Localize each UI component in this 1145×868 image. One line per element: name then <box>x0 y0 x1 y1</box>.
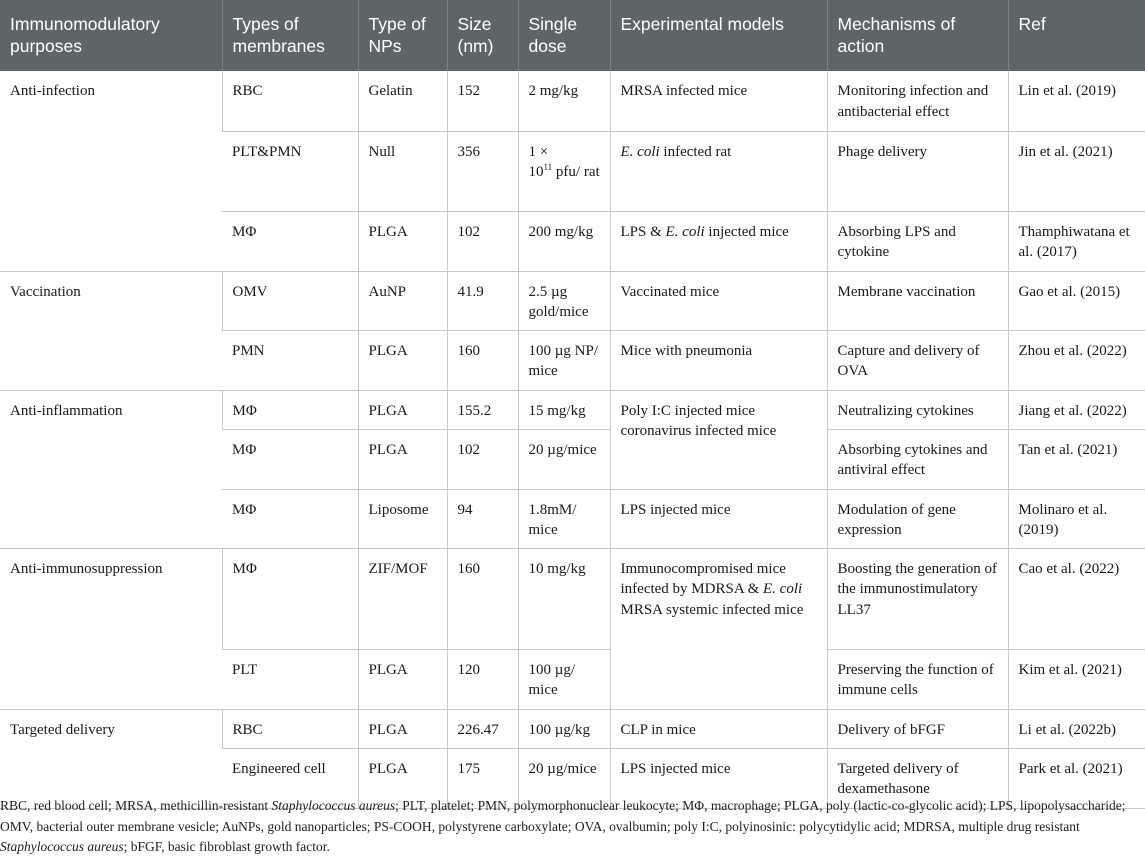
footnote-text <box>0 796 1145 858</box>
np-cell: PLGA <box>358 709 447 748</box>
ref-cell: Kim et al. (2021) <box>1008 649 1145 709</box>
np-cell: PLGA <box>358 211 447 271</box>
purpose-cell: Anti-infection <box>0 71 222 271</box>
np-cell: Liposome <box>358 489 447 548</box>
ref-cell: Thamphiwatana et al. (2017) <box>1008 211 1145 271</box>
mechanism-cell: Boosting the generation of the immunostimulatory LL37 <box>827 548 1008 649</box>
np-cell: PLGA <box>358 429 447 489</box>
model-text: LPS & <box>620 223 666 240</box>
model-cell: Mice with pneumonia <box>610 330 827 390</box>
dose-cell: 100 µg/kg <box>518 709 610 748</box>
header-ref: Ref <box>1008 0 1145 71</box>
np-cell: PLGA <box>358 390 447 429</box>
model-text: infected rat <box>659 143 732 160</box>
ref-cell: Jiang et al. (2022) <box>1008 390 1145 429</box>
mechanism-cell: Preserving the function of immune cells <box>827 649 1008 709</box>
membrane-cell: PMN <box>222 330 358 390</box>
size-cell: 120 <box>447 649 518 709</box>
dose-text: 1 × <box>528 143 549 160</box>
np-cell: ZIF/MOF <box>358 548 447 649</box>
mechanism-cell: Delivery of bFGF <box>827 709 1008 748</box>
ref-cell: Molinaro et al. (2019) <box>1008 489 1145 548</box>
mechanism-cell: Modulation of gene expression <box>827 489 1008 548</box>
footnote-part: ; PLT, platelet; PMN, polymorphonuclear leukocyte; MΦ, macrophage; PLGA, poly (lactic-co-glycolic acid); LPS, lipopolysaccharide; OMV, bacterial outer membrane vesicle; AuNPs, gold nanoparticles; PS-COOH, polystyrene carboxylate; OVA, ovalbumin; poly I:C, polyinosinic: polycytidylic acid; MDRSA, multiple drug resistant <box>0 798 1126 834</box>
model-cell <box>610 211 827 271</box>
membrane-cell: RBC <box>222 709 358 748</box>
membrane-cell: MΦ <box>222 489 358 548</box>
np-cell: AuNP <box>358 271 447 330</box>
model-cell: CLP in mice <box>610 709 827 748</box>
membrane-cell: MΦ <box>222 429 358 489</box>
table-row <box>0 390 1145 429</box>
np-cell: PLGA <box>358 748 447 808</box>
model-cell: Poly I:C injected mice coronavirus infected mice <box>610 390 827 489</box>
mechanism-cell: Absorbing LPS and cytokine <box>827 211 1008 271</box>
table-row <box>0 548 1145 649</box>
dose-cell <box>518 131 610 211</box>
header-size: Size (nm) <box>447 0 518 71</box>
dose-cell: 100 µg NP/ mice <box>518 330 610 390</box>
size-cell: 160 <box>447 330 518 390</box>
purpose-cell: Targeted delivery <box>0 709 222 808</box>
header-row <box>0 0 1145 71</box>
np-cell: PLGA <box>358 649 447 709</box>
membrane-cell: OMV <box>222 271 358 330</box>
dose-cell: 20 µg/mice <box>518 748 610 808</box>
footnote-italic: Staphylococcus aureus <box>271 798 396 813</box>
size-cell: 175 <box>447 748 518 808</box>
header-mechanism: Mechanisms of action <box>827 0 1008 71</box>
footnote-part: ; bFGF, basic fibroblast growth factor. <box>123 839 330 854</box>
ref-cell: Lin et al. (2019) <box>1008 71 1145 131</box>
ref-cell: Zhou et al. (2022) <box>1008 330 1145 390</box>
mechanism-cell: Targeted delivery of dexamethasone <box>827 748 1008 808</box>
size-cell: 102 <box>447 429 518 489</box>
header-dose: Single dose <box>518 0 610 71</box>
size-cell: 356 <box>447 131 518 211</box>
np-cell: Null <box>358 131 447 211</box>
model-italic: E. coli <box>763 581 803 597</box>
np-cell: Gelatin <box>358 71 447 131</box>
model-text: injected mice <box>704 223 789 240</box>
dose-cell: 1.8mM/ mice <box>518 489 610 548</box>
size-cell: 226.47 <box>447 709 518 748</box>
dose-cell: 2 mg/kg <box>518 71 610 131</box>
ref-cell: Park et al. (2021) <box>1008 748 1145 808</box>
membrane-cell: Engineered cell <box>222 748 358 808</box>
dose-unit: pfu/ rat <box>552 164 600 180</box>
header-purpose: Immunomodulatory purposes <box>0 0 222 71</box>
footnote <box>0 796 1145 858</box>
table-row <box>0 271 1145 330</box>
header-model: Experimental models <box>610 0 827 71</box>
dose-cell: 10 mg/kg <box>518 548 610 649</box>
footnote-italic: Staphylococcus aureus <box>0 839 124 854</box>
size-cell: 160 <box>447 548 518 649</box>
model-cell: LPS injected mice <box>610 489 827 548</box>
dose-cell: 2.5 µg gold/mice <box>518 271 610 330</box>
footnote-part: RBC, red blood cell; MRSA, methicillin-resistant <box>0 798 272 813</box>
membrane-cell: PLT <box>222 649 358 709</box>
model-cell: MRSA infected mice <box>610 71 827 131</box>
dose-cell: 100 µg/ mice <box>518 649 610 709</box>
ref-cell: Gao et al. (2015) <box>1008 271 1145 330</box>
header-membrane: Types of membranes <box>222 0 358 71</box>
mechanism-cell: Phage delivery <box>827 131 1008 211</box>
dose-cell: 20 µg/mice <box>518 429 610 489</box>
size-cell: 41.9 <box>447 271 518 330</box>
mechanism-cell: Absorbing cytokines and antiviral effect <box>827 429 1008 489</box>
dose-base: 10 <box>528 164 544 180</box>
dose-cell: 200 mg/kg <box>518 211 610 271</box>
mechanism-cell: Capture and delivery of OVA <box>827 330 1008 390</box>
mechanism-cell: Monitoring infection and antibacterial effect <box>827 71 1008 131</box>
model-text: MRSA systemic infected mice <box>620 601 804 618</box>
purpose-cell: Anti-immunosuppression <box>0 548 222 709</box>
model-cell: LPS injected mice <box>610 748 827 808</box>
size-cell: 102 <box>447 211 518 271</box>
table-row <box>0 709 1145 748</box>
dose-exponent: 11 <box>543 162 553 172</box>
model-cell: Vaccinated mice <box>610 271 827 330</box>
model-italic: E. coli <box>620 143 660 160</box>
membrane-cell: MΦ <box>222 211 358 271</box>
ref-cell: Li et al. (2022b) <box>1008 709 1145 748</box>
membrane-cell: PLT&PMN <box>222 131 358 211</box>
model-italic: E. coli <box>665 223 705 240</box>
header-np: Type of NPs <box>358 0 447 71</box>
purpose-cell: Anti-inflammation <box>0 390 222 548</box>
purpose-cell: Vaccination <box>0 271 222 390</box>
membrane-cell: MΦ <box>222 390 358 429</box>
model-cell <box>610 131 827 211</box>
model-text: Immunocompromised mice infected by MDRSA & <box>620 560 786 597</box>
ref-cell: Cao et al. (2022) <box>1008 548 1145 649</box>
mechanism-cell: Neutralizing cytokines <box>827 390 1008 429</box>
membrane-cell: RBC <box>222 71 358 131</box>
size-cell: 155.2 <box>447 390 518 429</box>
dose-cell: 15 mg/kg <box>518 390 610 429</box>
ref-cell: Jin et al. (2021) <box>1008 131 1145 211</box>
model-cell <box>610 548 827 709</box>
ref-cell: Tan et al. (2021) <box>1008 429 1145 489</box>
table-row <box>0 71 1145 131</box>
mechanism-cell: Membrane vaccination <box>827 271 1008 330</box>
size-cell: 94 <box>447 489 518 548</box>
np-cell: PLGA <box>358 330 447 390</box>
membrane-cell: MΦ <box>222 548 358 649</box>
size-cell: 152 <box>447 71 518 131</box>
